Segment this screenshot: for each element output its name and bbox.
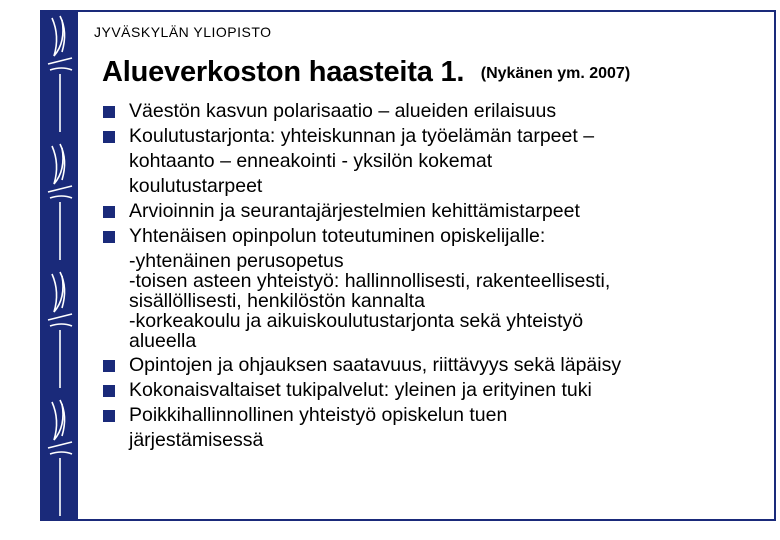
sub-bullet-text: sisällöllisesti, henkilöstön kannalta (129, 290, 425, 312)
sub-bullet-text: -yhtenäinen perusopetus (129, 250, 344, 272)
sub-bullet-text: -korkeakoulu ja aikuiskoulutustarjonta sekä yhteistyö (129, 310, 584, 332)
bullet-text: Arvioinnin ja seurantajärjestelmien kehittämistarpeet (129, 200, 580, 222)
bullet-list (102, 99, 774, 453)
sub-bullet-text: alueella (129, 330, 197, 352)
bullet-item (102, 378, 774, 403)
bullet-item (102, 403, 774, 453)
square-bullet-icon (103, 360, 115, 372)
square-bullet-icon (103, 410, 115, 422)
square-bullet-icon (103, 131, 115, 143)
bullet-item (102, 124, 774, 199)
sidebar-logo-strip (42, 12, 78, 519)
bullet-text: Koulutustarjonta: yhteiskunnan ja työelämän tarpeet – (129, 125, 595, 147)
bullet-text: kohtaanto – enneakointi - yksilön kokemat (129, 150, 493, 172)
bullet-text: Poikkihallinnollinen yhteistyö opiskelun tuen (129, 404, 508, 426)
sub-bullet-text: -toisen asteen yhteistyö: hallinnollisesti, rakenteellisesti, (129, 270, 611, 292)
slide-subtitle: (Nykänen ym. 2007) (480, 65, 631, 82)
slide-title: Alueverkoston haasteita 1. (102, 56, 465, 88)
square-bullet-icon (103, 231, 115, 243)
square-bullet-icon (103, 385, 115, 397)
bullet-text: Kokonaisvaltaiset tukipalvelut: yleinen ja erityinen tuki (129, 379, 592, 401)
bullet-text: järjestämisessä (129, 429, 264, 451)
slide (40, 10, 776, 521)
bullet-item (102, 224, 774, 351)
title-row (102, 56, 630, 89)
bullet-text: koulutustarpeet (129, 175, 263, 197)
square-bullet-icon (103, 106, 115, 118)
university-logo-pattern-icon (42, 12, 78, 521)
bullet-item (102, 199, 774, 224)
bullet-item (102, 99, 774, 124)
bullet-text: Yhtenäisen opinpolun toteutuminen opiskelijalle: (129, 225, 546, 247)
university-name: JYVÄSKYLÄN YLIOPISTO (94, 24, 272, 40)
bullet-item (102, 353, 774, 378)
bullet-text: Väestön kasvun polarisaatio – alueiden erilaisuus (129, 100, 557, 122)
bullet-text: Opintojen ja ohjauksen saatavuus, riittävyys sekä läpäisy (129, 354, 622, 376)
square-bullet-icon (103, 206, 115, 218)
